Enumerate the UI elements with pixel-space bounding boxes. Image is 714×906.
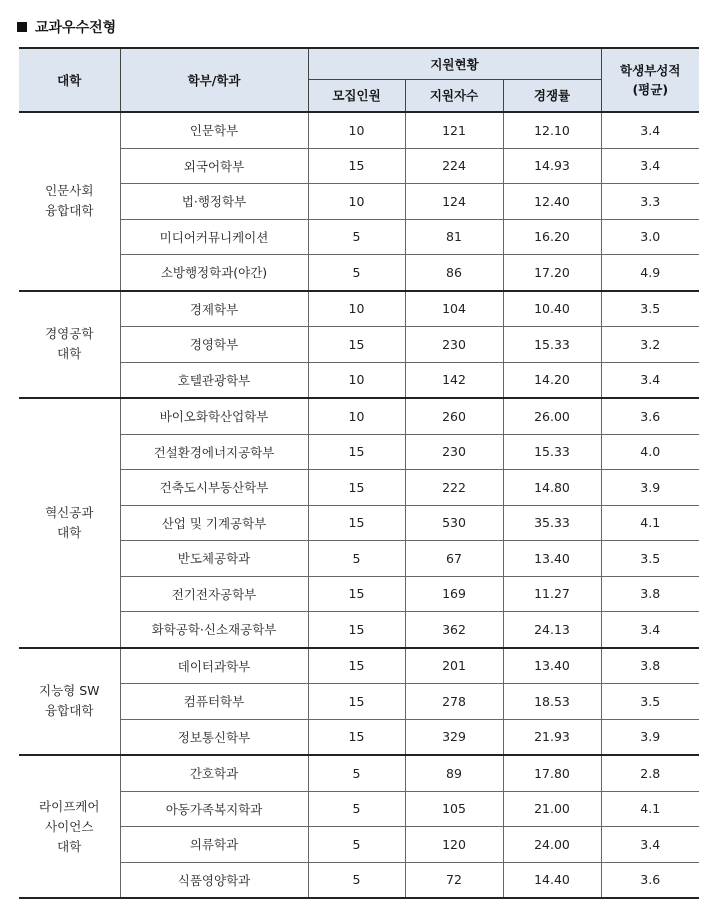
applicants-cell: 230 — [405, 434, 503, 470]
table-row — [19, 362, 699, 398]
college-name-line: 지능형 SW — [39, 683, 100, 699]
college-cell — [19, 112, 120, 291]
ratio-cell: 12.40 — [503, 184, 601, 220]
department-cell: 소방행정학과(야간) — [120, 255, 308, 291]
ratio-cell: 12.10 — [503, 112, 601, 148]
ratio-cell: 10.40 — [503, 291, 601, 327]
college-name-line: 대학 — [57, 838, 82, 854]
applicants-cell: 86 — [405, 255, 503, 291]
applicants-cell: 124 — [405, 184, 503, 220]
ratio-cell: 14.80 — [503, 470, 601, 506]
applicants-cell: 81 — [405, 219, 503, 255]
grade-cell: 4.0 — [601, 434, 699, 470]
header-grade-line1: 학생부성적 — [620, 63, 681, 78]
quota-cell: 15 — [308, 327, 405, 363]
college-name-line: 대학 — [57, 346, 82, 362]
quota-cell: 5 — [308, 862, 405, 898]
grade-cell: 3.0 — [601, 219, 699, 255]
college-cell — [19, 755, 120, 898]
header-ratio: 경쟁률 — [503, 80, 601, 113]
table-body — [19, 112, 699, 898]
department-cell: 의류학과 — [120, 827, 308, 863]
department-cell: 간호학과 — [120, 755, 308, 791]
department-cell: 식품영양학과 — [120, 862, 308, 898]
ratio-cell: 26.00 — [503, 398, 601, 434]
applicants-cell: 278 — [405, 684, 503, 720]
quota-cell: 10 — [308, 398, 405, 434]
quota-cell: 15 — [308, 612, 405, 648]
table-row — [19, 541, 699, 577]
ratio-cell: 17.20 — [503, 255, 601, 291]
section-title-text: 교과우수전형 — [35, 20, 117, 36]
table-row — [19, 576, 699, 612]
grade-cell: 3.5 — [601, 541, 699, 577]
applicants-cell: 89 — [405, 755, 503, 791]
applicants-cell: 329 — [405, 719, 503, 755]
applicants-cell: 104 — [405, 291, 503, 327]
applicants-cell: 67 — [405, 541, 503, 577]
ratio-cell: 35.33 — [503, 505, 601, 541]
table-row — [19, 112, 699, 148]
grade-cell: 3.6 — [601, 398, 699, 434]
quota-cell: 5 — [308, 755, 405, 791]
ratio-cell: 21.00 — [503, 791, 601, 827]
grade-cell: 3.4 — [601, 827, 699, 863]
applicants-cell: 142 — [405, 362, 503, 398]
applicants-cell: 222 — [405, 470, 503, 506]
department-cell: 바이오화학산업학부 — [120, 398, 308, 434]
applicants-cell: 201 — [405, 648, 503, 684]
applicants-cell: 169 — [405, 576, 503, 612]
admission-table — [19, 47, 699, 899]
college-name-line: 라이프케어 — [39, 798, 100, 814]
section-title — [17, 17, 116, 37]
applicants-cell: 230 — [405, 327, 503, 363]
department-cell: 화학공학·신소재공학부 — [120, 612, 308, 648]
ratio-cell: 15.33 — [503, 327, 601, 363]
department-cell: 호텔관광학부 — [120, 362, 308, 398]
grade-cell: 3.4 — [601, 112, 699, 148]
college-name-line: 경영공학 — [45, 326, 94, 342]
square-bullet-icon — [17, 22, 27, 32]
applicants-cell: 260 — [405, 398, 503, 434]
table-row — [19, 434, 699, 470]
table-row — [19, 791, 699, 827]
college-name-line: 대학 — [57, 524, 82, 540]
table-row — [19, 184, 699, 220]
header-quota: 모집인원 — [308, 80, 405, 113]
department-cell: 경영학부 — [120, 327, 308, 363]
table-row — [19, 470, 699, 506]
grade-cell: 3.8 — [601, 576, 699, 612]
department-cell: 경제학부 — [120, 291, 308, 327]
quota-cell: 15 — [308, 470, 405, 506]
department-cell: 아동가족복지학과 — [120, 791, 308, 827]
quota-cell: 10 — [308, 291, 405, 327]
grade-cell: 3.3 — [601, 184, 699, 220]
applicants-cell: 530 — [405, 505, 503, 541]
college-name-line: 융합대학 — [45, 203, 94, 219]
table-row — [19, 755, 699, 791]
college-cell — [19, 398, 120, 648]
table-row — [19, 612, 699, 648]
header-grade-line2: (평균) — [632, 82, 669, 97]
quota-cell: 5 — [308, 541, 405, 577]
department-cell: 산업 및 기계공학부 — [120, 505, 308, 541]
ratio-cell: 13.40 — [503, 648, 601, 684]
table-row — [19, 862, 699, 898]
header-grade — [601, 48, 699, 112]
department-cell: 미디어커뮤니케이션 — [120, 219, 308, 255]
header-college: 대학 — [19, 48, 120, 112]
table-row — [19, 291, 699, 327]
grade-cell: 3.4 — [601, 612, 699, 648]
grade-cell: 3.8 — [601, 648, 699, 684]
table-row — [19, 398, 699, 434]
grade-cell: 2.8 — [601, 755, 699, 791]
department-cell: 외국어학부 — [120, 148, 308, 184]
college-name-line: 인문사회 — [45, 183, 94, 199]
ratio-cell: 13.40 — [503, 541, 601, 577]
grade-cell: 4.1 — [601, 505, 699, 541]
department-cell: 정보통신학부 — [120, 719, 308, 755]
applicants-cell: 120 — [405, 827, 503, 863]
quota-cell: 15 — [308, 576, 405, 612]
quota-cell: 5 — [308, 255, 405, 291]
ratio-cell: 24.13 — [503, 612, 601, 648]
ratio-cell: 11.27 — [503, 576, 601, 612]
quota-cell: 10 — [308, 184, 405, 220]
ratio-cell: 24.00 — [503, 827, 601, 863]
grade-cell: 3.4 — [601, 362, 699, 398]
table-row — [19, 719, 699, 755]
applicants-cell: 121 — [405, 112, 503, 148]
applicants-cell: 72 — [405, 862, 503, 898]
table-row — [19, 648, 699, 684]
ratio-cell: 14.20 — [503, 362, 601, 398]
table-row — [19, 327, 699, 363]
grade-cell: 3.2 — [601, 327, 699, 363]
quota-cell: 10 — [308, 362, 405, 398]
college-cell — [19, 648, 120, 756]
table-header — [19, 48, 699, 112]
quota-cell: 15 — [308, 648, 405, 684]
table-row — [19, 219, 699, 255]
header-applicants: 지원자수 — [405, 80, 503, 113]
grade-cell: 3.9 — [601, 719, 699, 755]
department-cell: 건축도시부동산학부 — [120, 470, 308, 506]
quota-cell: 10 — [308, 112, 405, 148]
quota-cell: 15 — [308, 434, 405, 470]
department-cell: 법·행정학부 — [120, 184, 308, 220]
ratio-cell: 14.40 — [503, 862, 601, 898]
department-cell: 건설환경에너지공학부 — [120, 434, 308, 470]
grade-cell: 3.9 — [601, 470, 699, 506]
header-department: 학부/학과 — [120, 48, 308, 112]
grade-cell: 4.1 — [601, 791, 699, 827]
grade-cell: 3.5 — [601, 684, 699, 720]
college-name-line: 융합대학 — [45, 703, 94, 719]
ratio-cell: 15.33 — [503, 434, 601, 470]
table-row — [19, 505, 699, 541]
ratio-cell: 18.53 — [503, 684, 601, 720]
department-cell: 컴퓨터학부 — [120, 684, 308, 720]
department-cell: 반도체공학과 — [120, 541, 308, 577]
grade-cell: 3.5 — [601, 291, 699, 327]
applicants-cell: 105 — [405, 791, 503, 827]
table-row — [19, 148, 699, 184]
quota-cell: 5 — [308, 827, 405, 863]
college-name-line: 사이언스 — [45, 818, 94, 834]
grade-cell: 4.9 — [601, 255, 699, 291]
department-cell: 데이터과학부 — [120, 648, 308, 684]
college-cell — [19, 291, 120, 399]
quota-cell: 15 — [308, 505, 405, 541]
grade-cell: 3.4 — [601, 148, 699, 184]
ratio-cell: 17.80 — [503, 755, 601, 791]
table-row — [19, 684, 699, 720]
quota-cell: 5 — [308, 791, 405, 827]
ratio-cell: 14.93 — [503, 148, 601, 184]
ratio-cell: 16.20 — [503, 219, 601, 255]
quota-cell: 15 — [308, 719, 405, 755]
applicants-cell: 362 — [405, 612, 503, 648]
quota-cell: 15 — [308, 148, 405, 184]
department-cell: 인문학부 — [120, 112, 308, 148]
ratio-cell: 21.93 — [503, 719, 601, 755]
header-status-group: 지원현황 — [308, 48, 601, 80]
table-row — [19, 255, 699, 291]
college-name-line: 혁신공과 — [45, 504, 94, 520]
table-row — [19, 827, 699, 863]
grade-cell: 3.6 — [601, 862, 699, 898]
quota-cell: 15 — [308, 684, 405, 720]
department-cell: 전기전자공학부 — [120, 576, 308, 612]
quota-cell: 5 — [308, 219, 405, 255]
applicants-cell: 224 — [405, 148, 503, 184]
